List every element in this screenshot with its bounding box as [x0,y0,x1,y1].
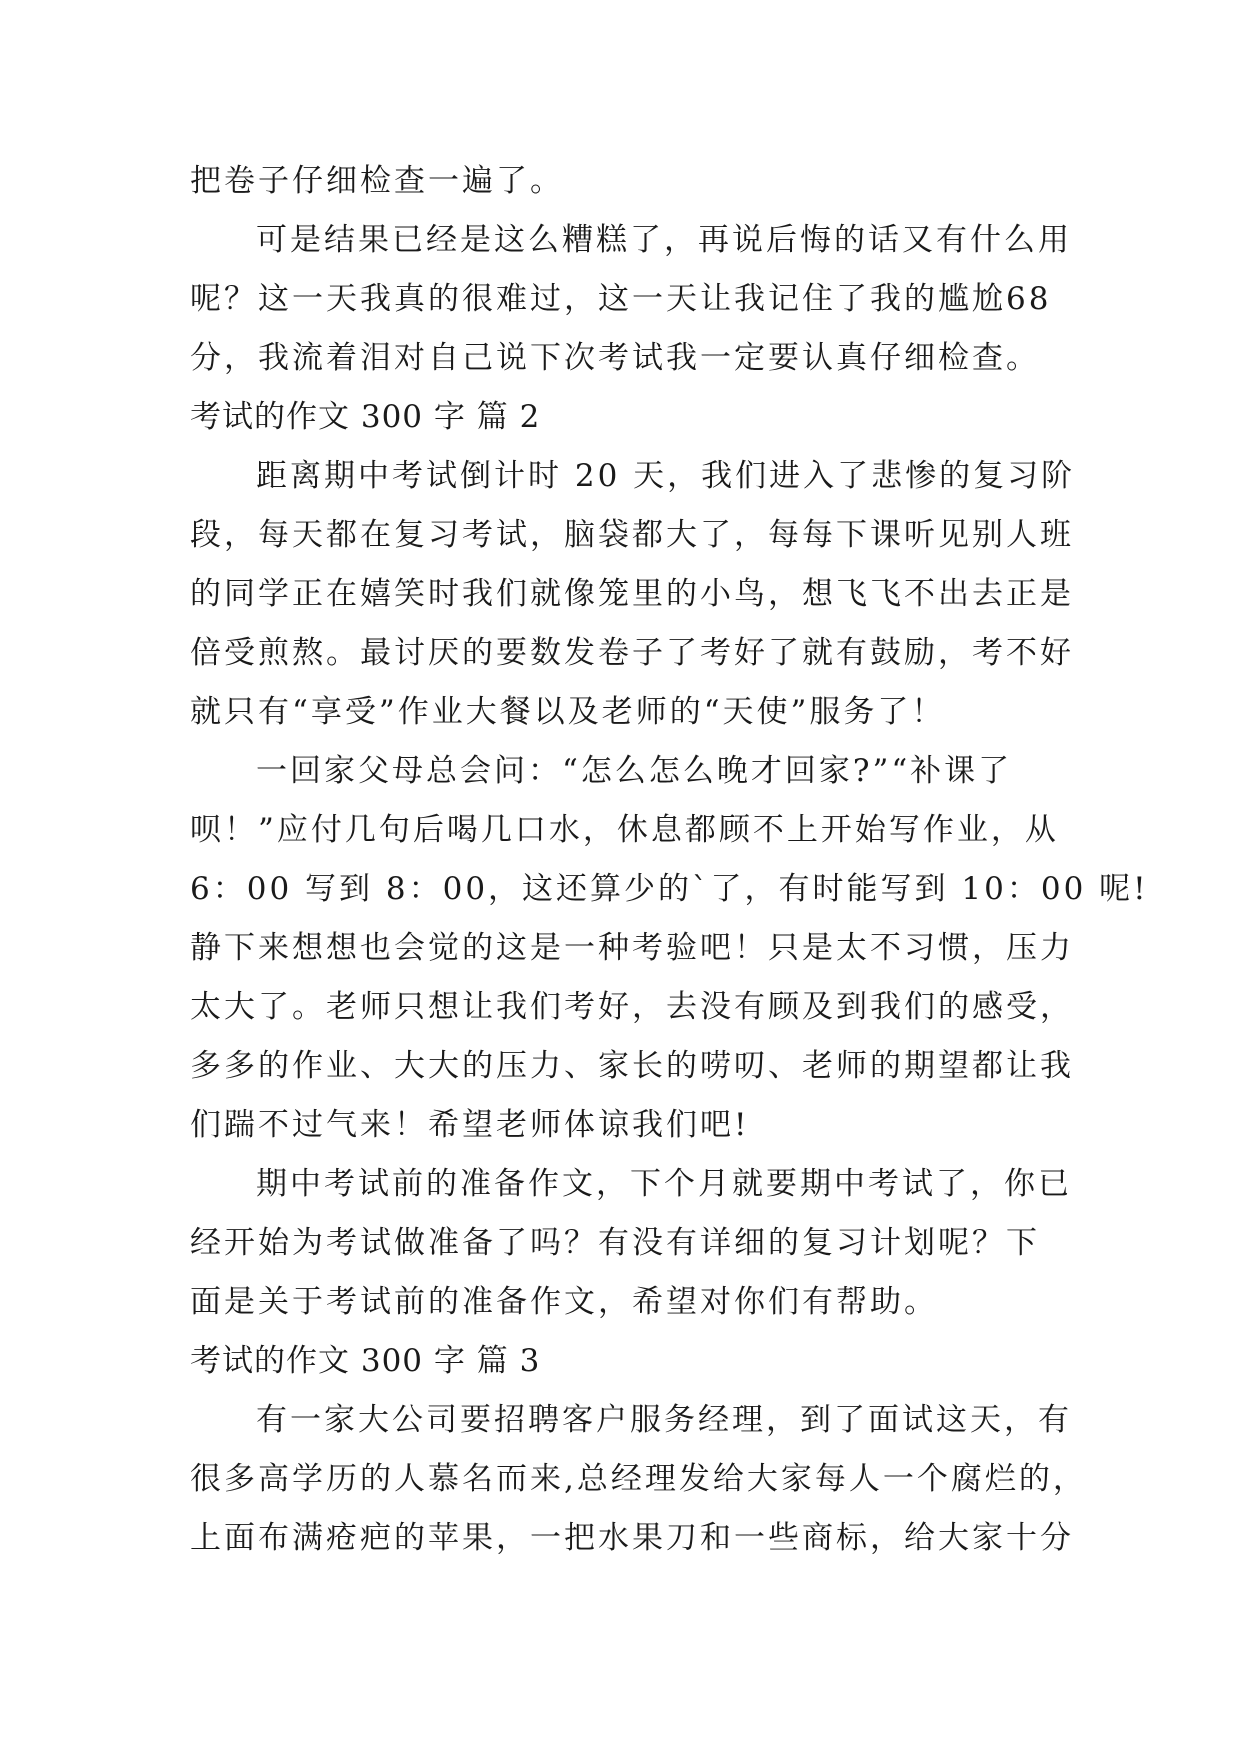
text-line: 段，每天都在复习考试，脑袋都大了，每每下课听见别人班 [190,517,1074,553]
text-line: 呢？这一天我真的很难过，这一天让我记住了我的尴尬68 [190,281,1052,317]
text-line: 很多高学历的人慕名而来,总经理发给大家每人一个腐烂的， [190,1461,1087,1497]
text-line: 呗！”应付几句后喝几口水，休息都顾不上开始写作业，从 [190,812,1059,848]
text-line: 多多的作业、大大的压力、家长的唠叨、老师的期望都让我 [190,1048,1074,1084]
text-line: 一回家父母总会问：“怎么怎么晚才回家?”“补课了 [256,753,1013,789]
text-line: 经开始为考试做准备了吗？有没有详细的复习计划呢？下 [190,1225,1040,1261]
section-heading: 考试的作文 300 字 篇 2 [190,399,541,435]
text-line: 太大了。老师只想让我们考好，去没有顾及到我们的感受， [190,989,1074,1025]
text-line: 期中考试前的准备作文，下个月就要期中考试了，你已 [256,1166,1072,1202]
text-line: 的同学正在嬉笑时我们就像笼里的小鸟，想飞飞不出去正是 [190,576,1074,612]
document-body [190,152,1149,1568]
text-line: 们踹不过气来！希望老师体谅我们吧! [190,1107,750,1143]
text-line: 有一家大公司要招聘客户服务经理，到了面试这天，有 [256,1402,1072,1438]
text-line: 可是结果已经是这么糟糕了，再说后悔的话又有什么用 [256,222,1072,258]
text-line: 把卷子仔细检查一遍了。 [190,163,564,199]
text-line: 6：00 写到 8：00，这还算少的`了，有时能写到 10：00 呢! [190,871,1149,907]
text-line: 倍受煎熬。最讨厌的要数发卷子了考好了就有鼓励，考不好 [190,635,1074,671]
text-line: 距离期中考试倒计时 20 天，我们进入了悲惨的复习阶 [256,458,1076,494]
text-line: 面是关于考试前的准备作文，希望对你们有帮助。 [190,1284,938,1320]
section-heading: 考试的作文 300 字 篇 3 [190,1343,541,1379]
text-line: 上面布满疮疤的苹果，一把水果刀和一些商标，给大家十分 [190,1520,1074,1556]
text-line: 就只有“享受”作业大餐以及老师的“天使”服务了！ [190,694,946,730]
text-line: 分，我流着泪对自己说下次考试我一定要认真仔细检查。 [190,340,1040,376]
text-line: 静下来想想也会觉的这是一种考验吧！只是太不习惯，压力 [190,930,1074,966]
